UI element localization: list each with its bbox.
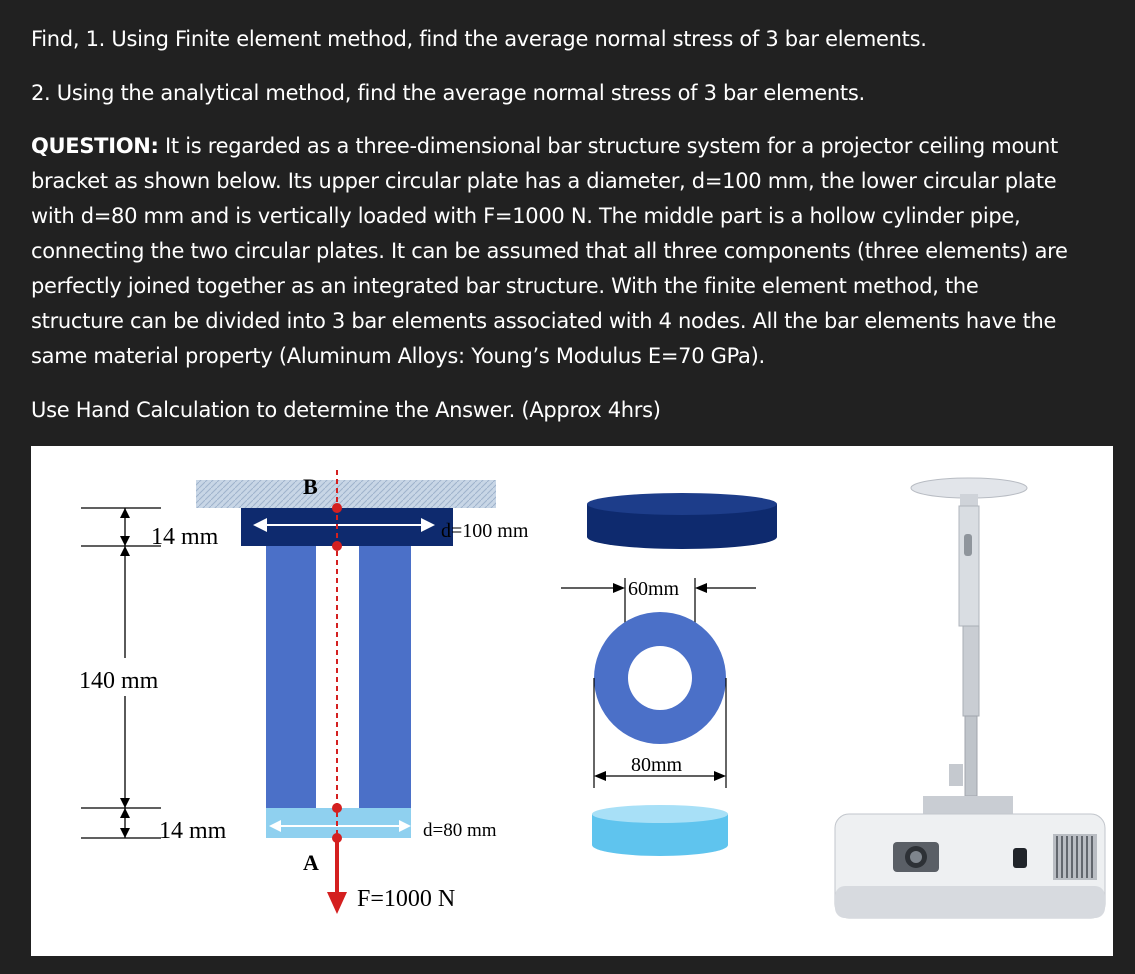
label-A: A [303,850,319,875]
inner-dia-arrow-right [695,583,707,593]
node-3 [332,803,342,813]
node-2 [332,541,342,551]
question-line-3: with d=80 mm and is vertically loaded with F=1000 N. The middle part is a hollow cylinder pipe, [31,204,1021,228]
line-find-1: Find, 1. Using Finite element method, find the average normal stress of 3 bar elements. [31,27,927,51]
question-line-6: structure can be divided into 3 bar elements associated with 4 nodes. All the bar elements have the [31,309,1057,333]
dim-mid-label: 140 mm [79,668,159,694]
question-line-5: perfectly joined together as an integrated bar structure. With the finite element method, the [31,274,979,298]
pipe-right-wall [359,546,411,808]
force-arrowhead [327,892,347,914]
question-line-4: connecting the two circular plates. It can be assumed that all three components (three elements) are [31,239,1068,263]
upper-dia-label: d=100 mm [441,520,529,542]
question-label: QUESTION: [31,134,159,158]
projector-mount-photo [835,478,1105,918]
figure-panel [31,446,1113,956]
outer-dia-arrow-left [594,771,606,781]
question-line-7: same material property (Aluminum Alloys: Young’s Modulus E=70 GPa). [31,344,765,368]
ceiling-support [196,480,496,508]
lower-plate-3d-top [592,805,728,823]
bar-structure-diagram [31,446,1113,956]
force-label: F=1000 N [357,886,456,912]
node-1 [332,503,342,513]
inner-dia-arrow-left [613,583,625,593]
inner-dia-label: 60mm [628,578,680,600]
line-find-2: 2. Using the analytical method, find the average normal stress of 3 bar elements. [31,81,865,105]
question-line-2: bracket as shown below. Its upper circular plate has a diameter, d=100 mm, the lower circular plate [31,169,1057,193]
lower-dia-label: d=80 mm [423,820,497,841]
instruction-line: Use Hand Calculation to determine the Answer. (Approx 4hrs) [31,398,661,422]
dim-bot-label: 14 mm [159,818,227,844]
label-B: B [303,474,318,499]
pipe-left-wall [266,546,316,808]
pipe-ring-inner [628,646,692,710]
question-text-1: It is regarded as a three-dimensional bar structure system for a projector ceiling mount [158,134,1058,158]
upper-plate-3d-top [587,493,777,515]
outer-dia-label: 80mm [631,754,683,776]
outer-dia-arrow-right [714,771,726,781]
dim-top-label: 14 mm [151,524,219,550]
question-line-1 [31,129,1058,164]
